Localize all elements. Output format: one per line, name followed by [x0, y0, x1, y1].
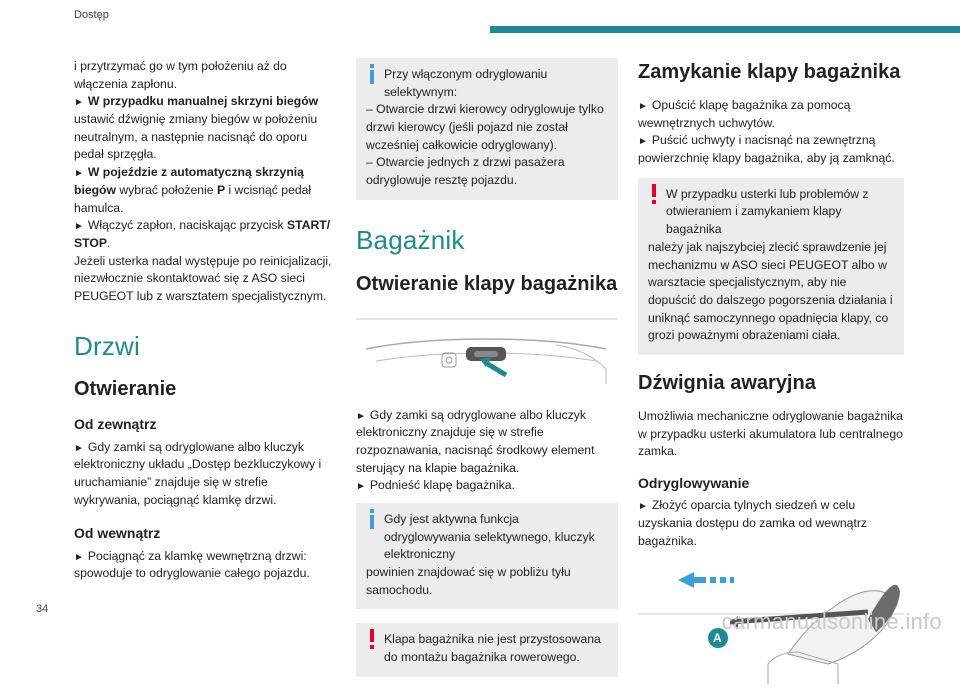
arrow-icon: ► — [74, 97, 84, 109]
arrow-icon: ► — [638, 501, 648, 513]
watermark: carmanualsonline.info — [721, 609, 942, 634]
info-icon — [366, 64, 378, 84]
paragraph: i przytrzymać go w tym położeniu aż do włączenia zapłonu. — [74, 59, 287, 91]
arrow-icon: ► — [638, 101, 648, 112]
info-note: Gdy jest aktywna funkcja odryglowywania selektywnego, kluczyk elektroniczny powinien znajdować się w pobliżu tyłu samochodu. — [356, 503, 618, 609]
section-heading-drzwi: Drzwi — [74, 330, 140, 361]
bullet-item: ► Gdy zamki są odryglowane albo kluczyk elektroniczny znajduje się w strefie rozpoznawania, nacisnąć środkowy element sterujący na klapie bagażnika. — [356, 407, 595, 475]
arrow-icon: ► — [74, 551, 84, 563]
arrow-icon: ► — [356, 481, 366, 493]
bullet-item: ► Złożyć oparcia tylnych siedzeń w celu uzyskania dostępu do zamka od wewnątrz bagażnika. — [638, 498, 867, 548]
arrow-icon: ► — [74, 221, 84, 233]
header-title: Dostęp — [74, 9, 109, 21]
bullet-item: ► W pojeździe z automatyczną skrzynią biegów wybrać położenie P i wcisnąć pedał hamulca. — [74, 165, 312, 215]
heading-otwieranie-klapy: Otwieranie klapy bagażnika — [356, 272, 618, 295]
section-heading-bagaznik: Bagażnik — [356, 224, 465, 255]
bullet-item: ► Puścić uchwyty i nacisnąć na zewnętrzną powierzchnię klapy bagażnika, aby ją zamknąć. — [638, 133, 895, 166]
bullet-item: ► Włączyć zapłon, naciskając przycisk START/ STOP. — [74, 218, 331, 250]
info-note: Przy włączonym odryglowaniu selektywnym: – Otwarcie drzwi kierowcy odryglowuje tylko drzwi kierowcy (jeśli pojazd nie został wcześniej całkowicie odryglowany). – Otwarcie jednych z drzwi pasażera odryglowuje resztę pojazdu. — [356, 58, 618, 200]
warning-icon — [648, 184, 660, 204]
heading-odryglowywanie: Odryglowywanie — [638, 475, 750, 491]
column-right — [638, 58, 904, 684]
warning-note: W przypadku usterki lub problemów z otwieraniem i zamykaniem klapy bagażnika należy jak najszybciej zlecić sprawdzenie jej mechanizmu w ASO sieci PEUGEOT albo w warsztacie specjalistycznym, aby nie dopuścić do dalszego pogorszenia działania i uniknąć samoczynnego opadnięcia klapy, co grozi poważnymi obrażeniami ciała. — [638, 178, 904, 355]
bullet-item: ► Podnieść klapę bagażnika. — [356, 478, 515, 493]
arrow-icon: ► — [356, 410, 366, 422]
tailgate-handle-icon — [356, 309, 618, 401]
heading-zamykanie-klapy: Zamykanie klapy bagażnika — [638, 61, 901, 83]
arrow-icon: ► — [74, 442, 84, 454]
warning-icon — [366, 629, 378, 649]
heading-od-zewnatrz: Od zewnątrz — [74, 416, 157, 433]
column-left — [74, 58, 336, 583]
heading-dzwignia-awaryjna: Dźwignia awaryjna — [638, 371, 816, 394]
bullet-item: ► W przypadku manualnej skrzyni biegów ustawić dźwignię zmiany biegów w położeniu neutralnym, a następnie nacisnąć do oporu pedał sprzęgła. — [74, 94, 319, 162]
page-number: 34 — [36, 603, 49, 615]
bullet-item: ► Pociągnąć za klamkę wewnętrzną drzwi: spowoduje to odryglowanie całego pojazdu. — [74, 548, 310, 581]
header-accent-bar — [490, 26, 960, 33]
warning-note: Klapa bagażnika nie jest przystosowana do montażu bagażnika rowerowego. — [356, 623, 618, 676]
heading-od-wewnatrz: Od wewnątrz — [74, 525, 161, 542]
callout-label-a: A — [713, 631, 722, 646]
arrow-icon: ► — [74, 168, 84, 180]
paragraph: Umożliwia mechaniczne odryglowanie bagażnika w przypadku usterki akumulatora lub centralnego zamka. — [638, 408, 903, 459]
arrow-icon: ► — [638, 136, 648, 148]
heading-otwieranie: Otwieranie — [74, 378, 177, 401]
tailgate-illustration — [356, 309, 618, 401]
info-icon — [366, 509, 378, 529]
paragraph: Jeżeli usterka nadal występuje po reinicjalizacji, niezwłocznie skontaktować się z ASO sieci PEUGEOT lub z warsztatem specjalistycznym. — [74, 253, 332, 303]
bullet-item: ► Opuścić klapę bagażnika za pomocą wewnętrznych uchwytów. — [638, 98, 851, 130]
bullet-item: ► Gdy zamki są odryglowane albo kluczyk elektroniczny układu „Dostęp bezkluczykowy i uruchamianie” znajduje się w strefie wykrywania, pociągnąć klamkę drzwi. — [74, 439, 322, 507]
column-middle — [356, 58, 618, 677]
